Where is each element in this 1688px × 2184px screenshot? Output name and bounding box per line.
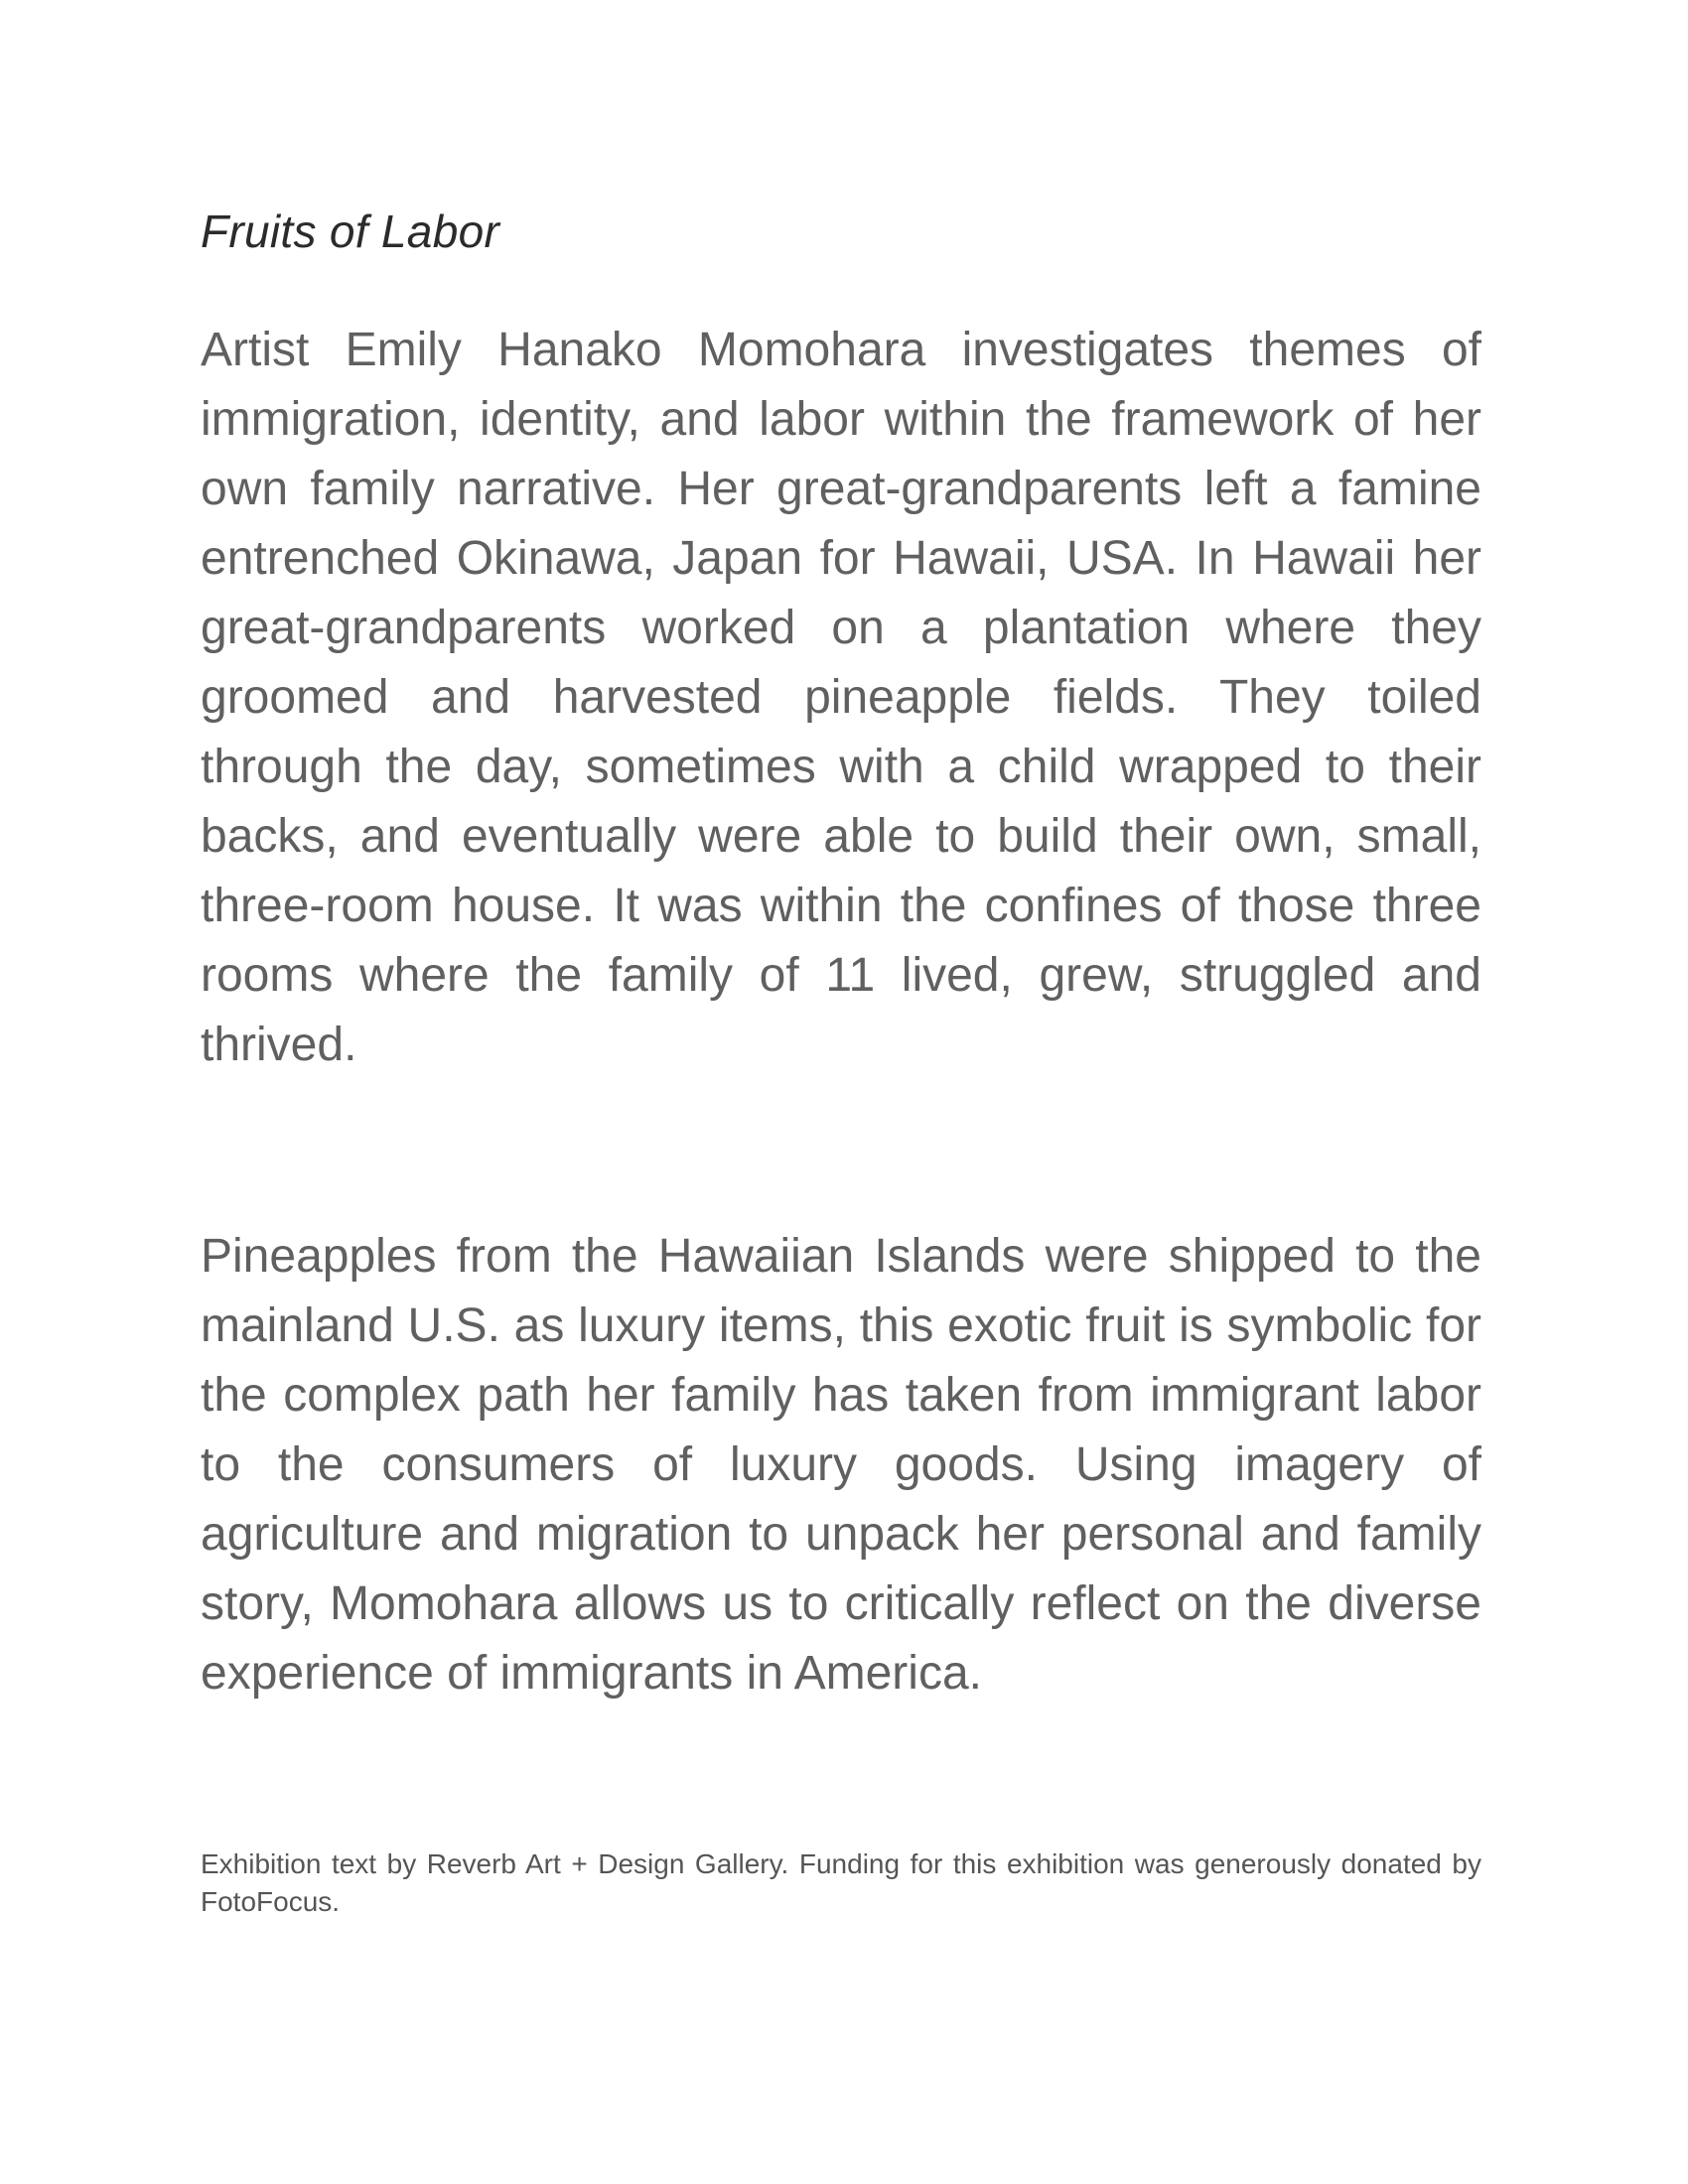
body-paragraph-2: Pineapples from the Hawaiian Islands were shipped to the mainland U.S. as luxury items, this exotic fruit is symbolic for the complex path her family has taken from immigrant labor to the consumers of luxury goods. Using imagery of agriculture and migration to unpack her personal and family story, Momohara allows us to critically reflect on the diverse experience of immigrants in America. — [201, 1230, 1481, 1700]
document-title: Fruits of Labor — [201, 205, 500, 257]
body-paragraph-1: Artist Emily Hanako Momohara investigates themes of immigration, identity, and labor within the framework of her own family narrative. Her great-grandparents left a famine entrenched Okinawa, Japan for Hawaii, USA. In Hawaii her great-grandparents worked on a plantation where they groomed and harvested pineapple fields. They toiled through the day, sometimes with a child wrapped to their backs, and eventually were able to build their own, small, three-room house. It was within the confines of those three rooms where the family of 11 lived, grew, struggled and thrived. — [201, 324, 1481, 1071]
exhibition-credit: Exhibition text by Reverb Art + Design Gallery. Funding for this exhibition was generously donated by FotoFocus. — [201, 1848, 1481, 1917]
